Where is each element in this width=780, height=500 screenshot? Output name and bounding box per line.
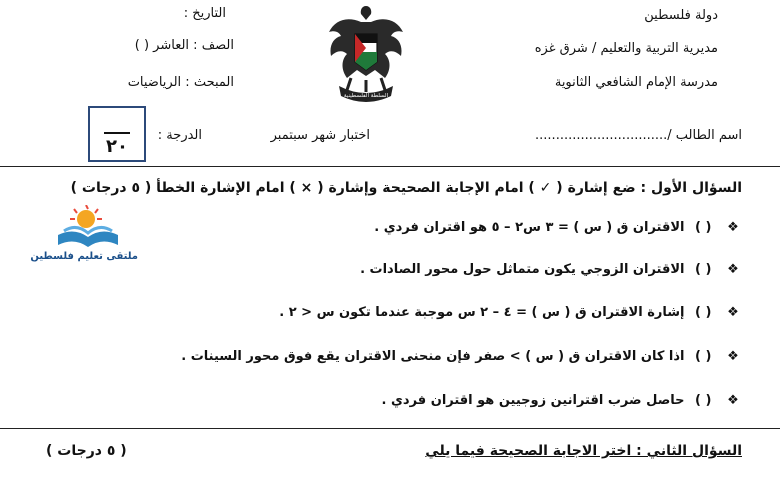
diamond-bullet-icon: ❖ <box>727 220 739 235</box>
answer-parentheses[interactable]: ( ) <box>695 305 712 320</box>
diamond-bullet-icon: ❖ <box>727 305 739 320</box>
question2-title: السؤال الثاني : اختر الاجابة الصحيحة فيما يلي <box>425 443 742 459</box>
question1-item <box>180 393 740 408</box>
country-label: دولة فلسطين <box>644 8 718 23</box>
grade-total: ٢٠ <box>106 136 128 157</box>
question1-item-text: إشارة الاقتران ق ( س ) = ٤ – ٢ س موجبة عندما تكون س < ٢ . <box>279 305 685 320</box>
question1-item-text: الاقتران ق ( س ) = ٣ س٢ – ٥ هو اقتران فردي . <box>374 220 685 235</box>
question1-item-text: اذا كان الاقتران ق ( س ) > صفر فإن منحنى الاقتران يقع فوق محور السينات . <box>181 349 685 364</box>
answer-parentheses[interactable]: ( ) <box>695 393 712 408</box>
section-divider <box>0 428 780 429</box>
palestine-emblem-icon <box>325 0 407 112</box>
question1-item <box>180 220 740 235</box>
grade-label: الدرجة : <box>157 128 202 143</box>
question1-item <box>180 305 740 320</box>
date-label: التاريخ : <box>183 6 226 21</box>
subject-label: المبحث : الرياضيات <box>127 75 234 90</box>
logo-caption: ملتقى تعليم فلسطين <box>30 251 138 262</box>
diamond-bullet-icon: ❖ <box>727 349 739 364</box>
header-divider <box>0 166 780 167</box>
question1-title: السؤال الأول : ضع إشارة ( ✓ ) امام الإجابة الصحيحة وإشارة ( × ) امام الإشارة الخطأ ( ٥ درجات ) <box>70 180 742 196</box>
student-name-field[interactable]: اسم الطالب /................................ <box>535 128 742 143</box>
diamond-bullet-icon: ❖ <box>727 262 739 277</box>
question1-item <box>180 349 740 364</box>
answer-parentheses[interactable]: ( ) <box>695 349 712 364</box>
question1-item-text: حاصل ضرب اقترانين زوجيين هو اقتران فردي . <box>381 393 685 408</box>
site-logo <box>30 205 138 271</box>
class-label: الصف : العاشر ( ) <box>134 38 234 53</box>
answer-parentheses[interactable]: ( ) <box>695 220 712 235</box>
grade-box <box>88 106 146 162</box>
diamond-bullet-icon: ❖ <box>727 393 739 408</box>
emblem-caption: السلطة الفلسطينية <box>343 93 389 99</box>
grade-fraction-line <box>104 132 130 134</box>
question1-item <box>180 262 740 277</box>
book-sun-icon <box>38 205 138 251</box>
question1-item-text: الاقتران الزوجي يكون متماثل حول محور الصادات . <box>360 262 685 277</box>
answer-parentheses[interactable]: ( ) <box>695 262 712 277</box>
school-label: مدرسة الإمام الشافعي الثانوية <box>554 75 718 90</box>
question2-marks: ( ٥ درجات ) <box>46 443 127 459</box>
directorate-label: مديرية التربية والتعليم / شرق غزه <box>534 41 718 56</box>
exam-title: اختبار شهر سبتمبر <box>270 128 370 143</box>
